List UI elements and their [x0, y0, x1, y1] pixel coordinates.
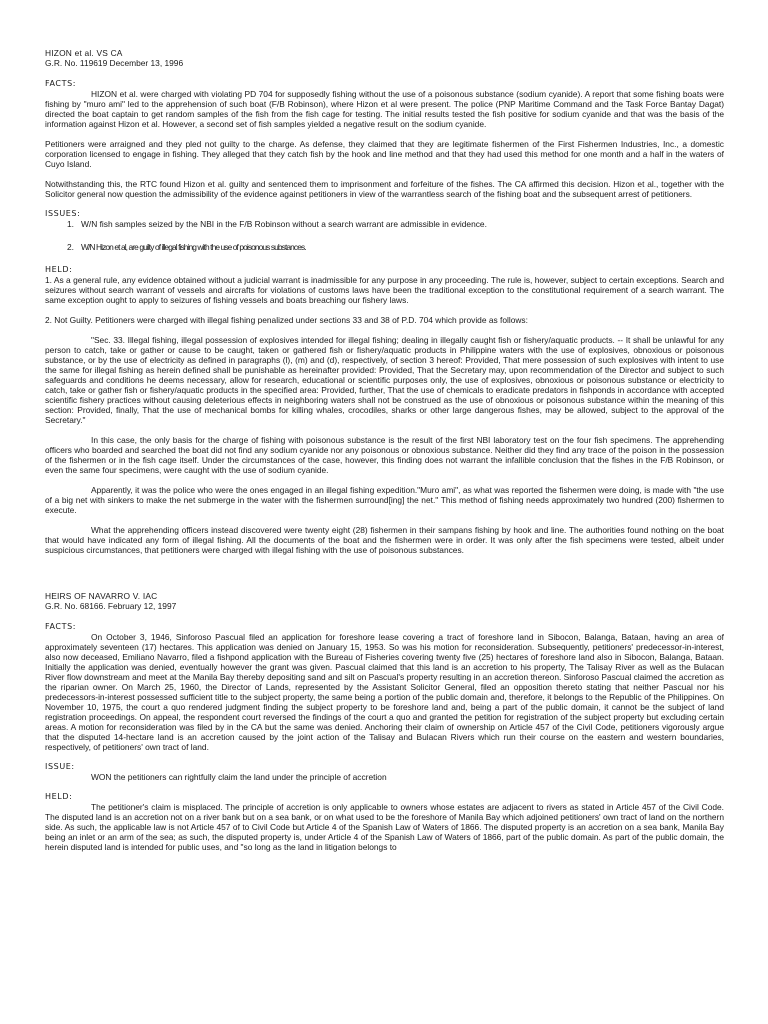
- case-gr-number: G.R. No. 68166. February 12, 1997: [45, 601, 177, 611]
- case-2: [45, 591, 724, 852]
- issues-heading: ISSUES:: [45, 209, 81, 218]
- analysis-paragraph: Apparently, it was the police who were the ones engaged in an illegal fishing expedition."Muro ami", as what was reported the fishermen were doing, is made with "the use of a big net with sinkers to make the net submerge in the water with the fishermen surround[ing] the net." This method of fishing needs approximately two hundred (200) fishermen to execute.: [45, 485, 724, 515]
- held-paragraph: 1. As a general rule, any evidence obtained without a judicial warrant is inadmissible for any purpose in any proceeding. The rule is, however, subject to certain exceptions. Search and seizures without search warrant of vessels and aircrafts for violations of customs laws have been the traditional exception to the constitutional requirement of a search warrant. The same exception ought to apply to seizures of fishing vessels and boats breaching our fishery laws.: [45, 275, 724, 305]
- case-title: HIZON et al. VS CA: [45, 48, 123, 58]
- statute-quote: "Sec. 33. Illegal fishing, illegal possession of explosives intended for illegal fishing; dealing in illegally caught fish or fishery/aquatic products. -- It shall be unlawful for any person to catch, take or gather or cause to be caught, taken or gathered fish or fishery/aquatic products in Philippine waters with the use of explosives, obnoxious or poisonous substance, or by the use of electricity as defined in paragraphs (l), (m) and (d), respectively, of section 3 hereof: Provided, That mere possession of such explosives with intent to use the same for illegal fishing as herein defined shall be punishable as hereinafter provided: Provided, That the Secretary may, upon recommendation of the Director and subject to such safeguards and conditions he deems necessary, allow for research, educational or scientific purposes only, the use of explosives, obnoxious or poisonous substance or electricity to catch, take or gather fish or fishery/aquatic products in the specified area: Provided, further, That the use of chemicals to eradicate predators in fishponds in accordance with accepted scientific fishery practices without causing deleterious effects in neighboring waters shall not be construed as the use of obnoxious or poisonous substance within the meaning of this section: Provided, finally, That the use of mechanical bombs for killing whales, crocodiles, sharks or other large dangerous fishes, may be allowed, subject to the approval of the Secretary.": [45, 335, 724, 425]
- issue-number: 1.: [67, 219, 74, 229]
- issue-text: W/N Hizon et al, are guilty of illegal fishing with the use of poisonous substances.: [81, 242, 306, 252]
- facts-heading: FACTS:: [45, 79, 77, 88]
- case-separator: [45, 565, 724, 591]
- held-paragraph: The petitioner's claim is misplaced. The principle of accretion is only applicable to owners whose estates are adjacent to rivers as stated in Article 457 of the Civil Code. The disputed land is an accretion not on a river bank but on a sea bank, or on what used to be the foreshore of Manila Bay which adjoined petitioners' own tract of land on the northern side. As such, the applicable law is not Article 457 of to Civil Code but Article 4 of the Spanish Law of Waters of 1866. The disputed property is an accretion on a sea bank, Manila Bay being an inlet or an arm of the sea; as such, the disputed property is, under Article 4 of the Spanish Law of Waters of 1866, part of the public domain. As part of the public domain, the herein disputed land is intended for public uses, and "so long as the land in litigation belongs to: [45, 802, 724, 852]
- held-heading: HELD:: [45, 792, 73, 801]
- held-paragraph: 2. Not Guilty. Petitioners were charged with illegal fishing penalized under sections 33 and 38 of P.D. 704 which provide as follows:: [45, 315, 528, 325]
- case-title: HEIRS OF NAVARRO V. IAC: [45, 591, 158, 601]
- facts-paragraph: Notwithstanding this, the RTC found Hizon et al. guilty and sentenced them to imprisonment and forfeiture of the fishes. The CA affirmed this decision. Hizon et al., together with the Solicitor general now question the admissibility of the evidence against petitioners in view of the warrantless search of the fishing boat and the subsequent arrest of petitioners.: [45, 179, 724, 199]
- issue-text: WON the petitioners can rightfully claim the land under the principle of accretion: [91, 772, 387, 782]
- issue-item: [45, 219, 724, 229]
- case-gr-number: G.R. No. 119619 December 13, 1996: [45, 58, 184, 68]
- facts-paragraph: Petitioners were arraigned and they pled not guilty to the charge. As defense, they claimed that they are legitimate fishermen of the First Fishermen Industries, Inc., a domestic corporation licensed to engage in fishing. They alleged that they catch fish by the hook and line method and that they had used this method for one month and a half in the waters of Cuyo Island.: [45, 139, 724, 169]
- issue-number: 2.: [67, 242, 74, 252]
- facts-paragraph: HIZON et al. were charged with violating PD 704 for supposedly fishing without the use of a poisonous substance (sodium cyanide). A report that some fishing boats were fishing by "muro ami" led to the apprehension of such boat (F/B Robinson), where Hizon et al were present. The police (PNP Maritime Command and the Task Force Bantay Dagat) directed the boat captain to get random samples of the fish from the fish cage for testing. The initial results tested the fish positive for sodium cyanide and that was the basis of the information against Hizon et al. However, a second set of fish samples yielded a negative result on the sodium cyanide.: [45, 89, 724, 129]
- issue-item: [45, 242, 724, 252]
- facts-paragraph: On October 3, 1946, Sinforoso Pascual filed an application for foreshore lease covering a tract of foreshore land in Sibocon, Balanga, Bataan, having an area of approximately seventeen (17) hectares. This application was denied on January 15, 1953. So was his motion for reconsideration. Subsequently, petitioners' predecessor-in-interest, also now deceased, Emiliano Navarro, filed a fishpond application with the Bureau of Fisheries covering twenty five (25) hectares of foreshore land also in Sibocon, Balanga, Bataan. Initially the application was denied, eventually however the grant was given. Pascual claimed that this land is an accretion to his property, The Talisay River as well as the Bulacan River flow downstream and meet at the Manila Bay thereby depositing sand and silt on Pascual's property resulting in an accretion thereon. Sinforoso Pascual claimed the accretion as the riparian owner. On March 25, 1960, the Director of Lands, represented by the Assistant Solicitor General, filed an opposition thereto stating that neither Pascual nor his predecessors-in-interest possessed sufficient title to the subject property, the same being a portion of the public domain and, therefore, it belongs to the Republic of the Philippines. On November 10, 1975, the court a quo rendered judgment finding the subject property to be foreshore land and, being a part of the public domain, it cannot be the subject of land registration proceedings. On appeal, the respondent court reversed the findings of the court a quo and granted the petition for registration of the subject property but excluding certain areas. A motion for reconsideration was filed by in the CA but the same was denied. Anchoring their claim of ownership on Article 457 of the Civil Code, petitioners vigorously argue that the disputed 14-hectare land is an accretion caused by the joint action of the Talisay and Bulacan Rivers which run their course on the eastern and western boundaries, respectively, of petitioners' own tract of land.: [45, 632, 724, 752]
- issues-list: [45, 219, 724, 252]
- issue-heading: ISSUE:: [45, 762, 75, 771]
- facts-heading: FACTS:: [45, 622, 77, 631]
- issue-text: W/N fish samples seized by the NBI in the F/B Robinson without a search warrant are admissible in evidence.: [81, 219, 487, 229]
- held-heading: HELD:: [45, 265, 73, 274]
- analysis-paragraph: What the apprehending officers instead discovered were twenty eight (28) fishermen in their sampans fishing by hook and line. The authorities found nothing on the boat that would have indicated any form of illegal fishing. All the documents of the boat and the fishermen were in order. It was only after the fish specimens were tested, albeit under suspicious circumstances, that petitioners were charged with illegal fishing with the use of poisonous substances.: [45, 525, 724, 555]
- analysis-paragraph: In this case, the only basis for the charge of fishing with poisonous substance is the result of the first NBI laboratory test on the four fish specimens. The apprehending officers who boarded and searched the boat did not find any sodium cyanide nor any poisonous or obnoxious substance. Neither did they find any trace of the poison in the possession of the fishermen or in the fish cage itself. Under the circumstances of the case, however, this finding does not warrant the infallible conclusion that the fishes in the F/B Robinson, or even the same four specimens, were caught with the use of sodium cyanide.: [45, 435, 724, 475]
- case-1: [45, 48, 724, 555]
